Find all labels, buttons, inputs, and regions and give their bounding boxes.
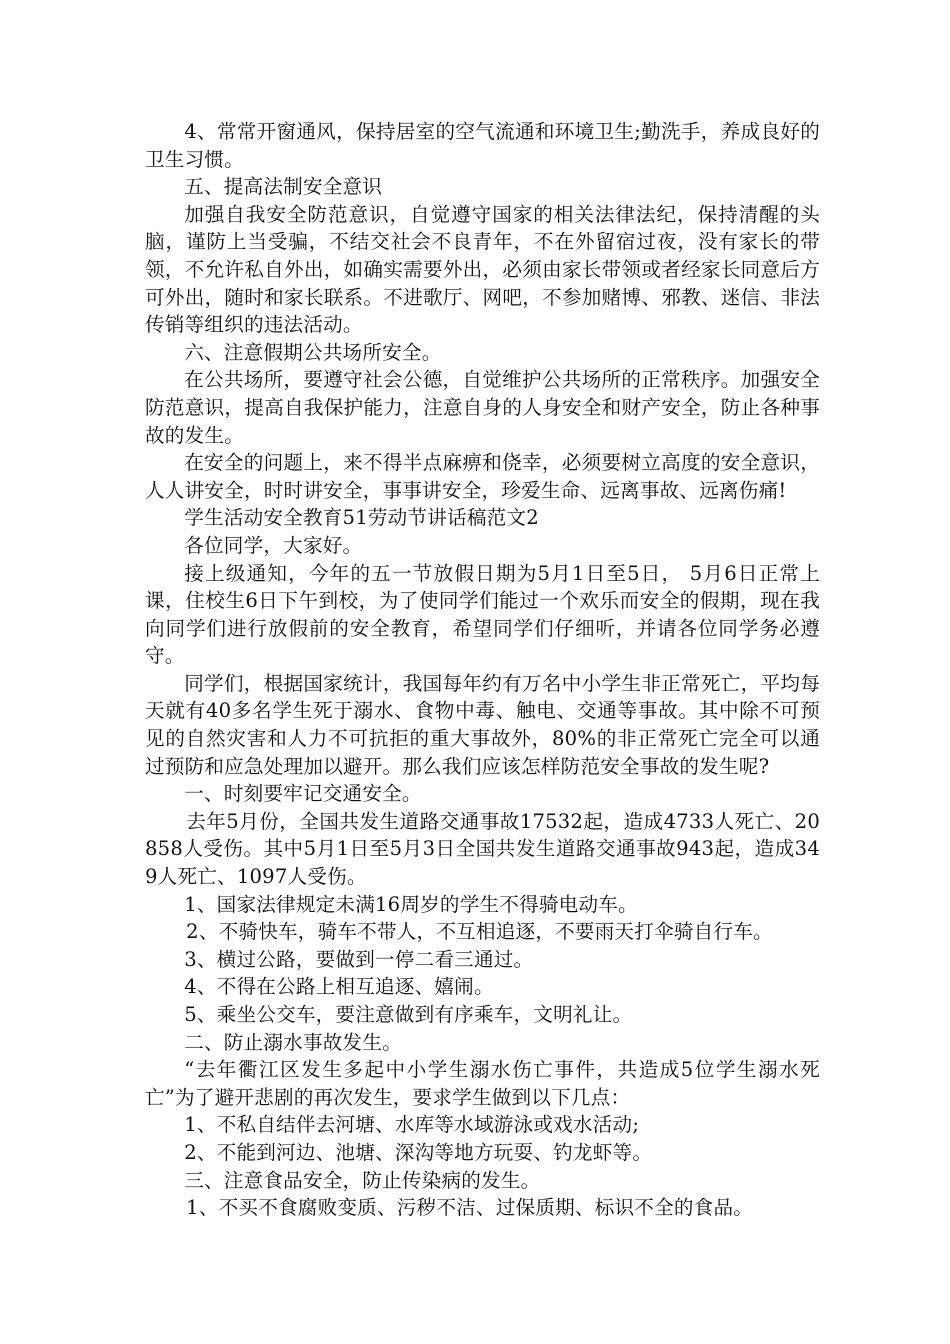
list-item: 3、横过公路，要做到一停二看三通过。: [184, 947, 534, 971]
section-heading: 一、时刻要牢记交通安全。: [184, 782, 422, 806]
paragraph: 4、常常开窗通风，保持居室的空气流通和环境卫生;勤洗手，养成良好的卫生习惯。: [145, 120, 820, 171]
section-heading: 三、注意食品安全，防止传染病的发生。: [184, 1168, 541, 1192]
paragraph: 去年5月份，全国共发生道路交通事故17532起，造成4733人死亡、20858人受伤。其中5月1日至5月3日全国共发生道路交通事故943起，造成349人死亡、1097人受伤。: [145, 809, 820, 889]
list-item: 2、不能到河边、池塘、深沟等地方玩耍、钓龙虾等。: [184, 1140, 653, 1164]
section-heading: 六、注意假期公共场所安全。: [184, 340, 442, 364]
greeting: 各位同学，大家好。: [184, 533, 363, 557]
paragraph: “去年衢江区发生多起中小学生溺水伤亡事件，共造成5位学生溺水死亡”为了避开悲剧的再次发生，要求学生做到以下几点：: [145, 1058, 820, 1109]
list-item: 4、不得在公路上相互追逐、嬉闹。: [184, 975, 494, 999]
section-heading: 五、提高法制安全意识: [184, 175, 383, 199]
paragraph: 在安全的问题上，来不得半点麻痹和侥幸，必须要树立高度的安全意识，人人讲安全，时时讲安全，事事讲安全，珍爱生命、远离事故、远离伤痛!: [145, 451, 820, 502]
list-item: 1、国家法律规定未满16周岁的学生不得骑电动车。: [184, 892, 638, 916]
section-heading: 二、防止溺水事故发生。: [184, 1030, 402, 1054]
paragraph: 在公共场所，要遵守社会公德，自觉维护公共场所的正常秩序。加强安全防范意识，提高自我保护能力，注意自身的人身安全和财产安全，防止各种事故的发生。: [145, 368, 820, 447]
paragraph: 加强自我安全防范意识，自觉遵守国家的相关法律法纪，保持清醒的头脑，谨防上当受骗，不结交社会不良青年，不在外留宿过夜，没有家长的带领，不允许私自外出，如确实需要外出，必须由家长带领或者经家长同意后方可外出，随时和家长联系。不进歌厅、网吧，不参加赌博、邪教、迷信、非法传销等组织的违法活动。: [145, 202, 820, 337]
list-item: 1、不私自结伴去河塘、水库等水域游泳或戏水活动;: [184, 1113, 640, 1137]
document-page: [145, 118, 820, 1222]
paragraph: 接上级通知，今年的五一节放假日期为5月1日至5日， 5月6日正常上课，住校生6日下午到校，为了使同学们能过一个欢乐而安全的假期，现在我向同学们进行放假前的安全教育，希望同学们仔细听，并请各位同学务必遵守。: [145, 561, 820, 668]
list-item: 2、不骑快车，骑车不带人，不互相追逐，不要雨天打伞骑自行车。: [186, 920, 773, 944]
list-item: 1、不买不食腐败变质、污秽不洁、过保质期、标识不全的食品。: [186, 1196, 754, 1220]
list-item: 5、乘坐公交车，要注意做到有序乘车，文明礼让。: [184, 1003, 633, 1026]
document-title: 学生活动安全教育51劳动节讲话稿范文2: [184, 506, 539, 530]
paragraph: 同学们，根据国家统计，我国每年约有万名中小学生非正常死亡，平均每天就有40多名学生死于溺水、食物中毒、触电、交通等事故。其中除不可预见的自然灾害和人力不可抗拒的重大事故外，80%的非正常死亡完全可以通过预防和应急处理加以避开。那么我们应该怎样防范安全事故的发生呢?: [145, 671, 820, 778]
